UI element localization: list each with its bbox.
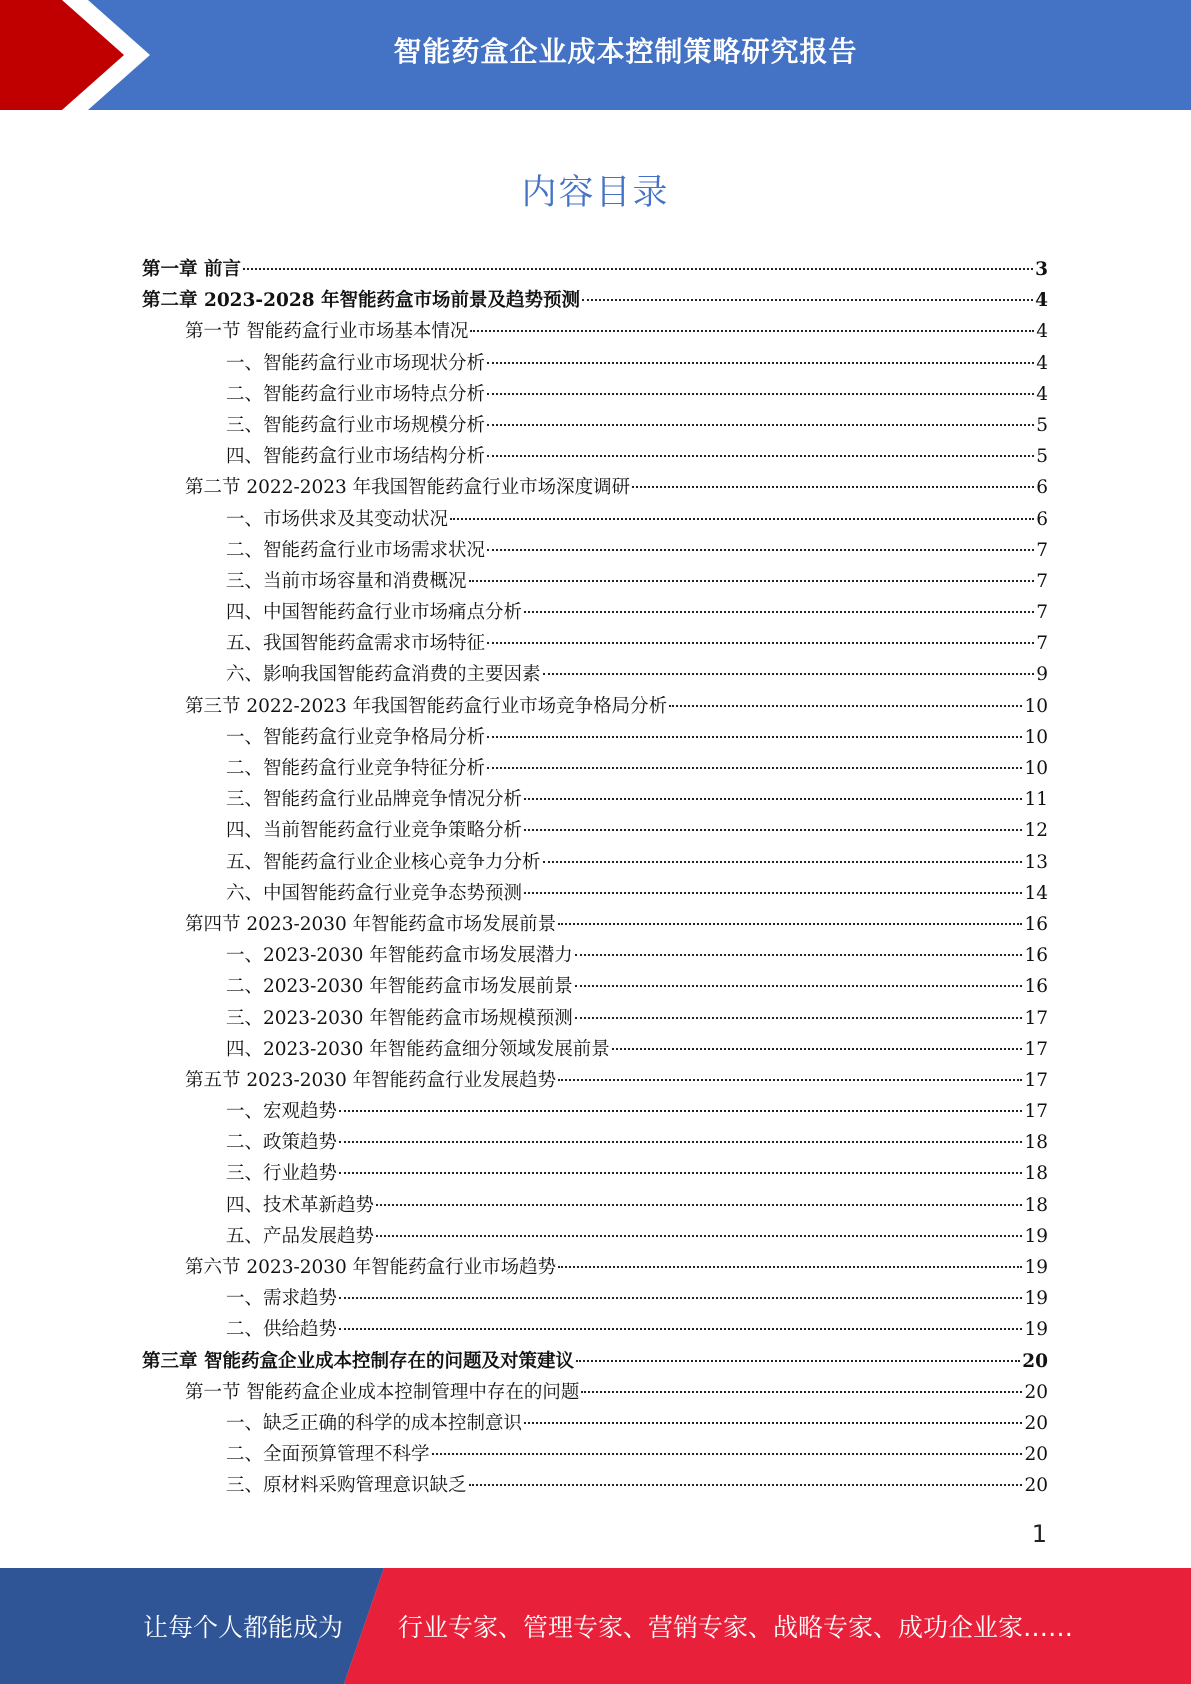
toc-entry[interactable] bbox=[142, 348, 1048, 379]
toc-heading: 内容目录 bbox=[521, 173, 670, 213]
toc-entry-label: 五、产品发展趋势 bbox=[226, 1225, 375, 1247]
toc-entry-label: 六、中国智能药盒行业竞争态势预测 bbox=[226, 882, 523, 904]
toc-entry-page: 18 bbox=[1024, 1163, 1048, 1185]
toc-entry-label: 一、需求趋势 bbox=[226, 1288, 338, 1310]
toc-entry[interactable] bbox=[142, 1127, 1048, 1158]
toc-dot-leader bbox=[487, 736, 1022, 738]
table-of-contents bbox=[142, 254, 1048, 1502]
toc-entry-page: 20 bbox=[1022, 1350, 1048, 1372]
toc-entry[interactable] bbox=[142, 1283, 1048, 1314]
toc-entry-label: 第一节 智能药盒企业成本控制管理中存在的问题 bbox=[185, 1381, 580, 1403]
toc-entry-label: 第三节 2022-2023 年我国智能药盒行业市场竞争格局分析 bbox=[185, 695, 668, 717]
toc-entry-label: 二、2023-2030 年智能药盒市场发展前景 bbox=[226, 976, 573, 998]
toc-entry[interactable] bbox=[142, 504, 1048, 535]
toc-entry-label: 四、2023-2030 年智能药盒细分领域发展前景 bbox=[226, 1038, 610, 1060]
toc-entry-page: 17 bbox=[1024, 1069, 1048, 1091]
toc-entry-page: 16 bbox=[1024, 913, 1048, 935]
toc-entry-label: 第一节 智能药盒行业市场基本情况 bbox=[185, 321, 469, 343]
toc-dot-leader bbox=[558, 1266, 1022, 1268]
toc-entry-label: 四、当前智能药盒行业竞争策略分析 bbox=[226, 820, 523, 842]
toc-entry[interactable] bbox=[142, 878, 1048, 909]
toc-entry-page: 10 bbox=[1024, 758, 1048, 779]
toc-entry[interactable] bbox=[142, 1470, 1048, 1501]
toc-entry-label: 二、供给趋势 bbox=[226, 1319, 338, 1341]
toc-dot-leader bbox=[432, 1453, 1023, 1455]
toc-dot-leader bbox=[487, 767, 1022, 769]
toc-entry-page: 20 bbox=[1024, 1475, 1048, 1497]
toc-dot-leader bbox=[581, 1391, 1022, 1393]
toc-entry[interactable] bbox=[142, 441, 1048, 472]
toc-dot-leader bbox=[339, 1141, 1022, 1143]
toc-entry-label: 二、智能药盒行业市场特点分析 bbox=[226, 383, 486, 405]
toc-entry[interactable] bbox=[142, 1034, 1048, 1065]
footer-slogan-left: 让每个人都能成为 bbox=[143, 1613, 344, 1642]
toc-entry[interactable] bbox=[142, 410, 1048, 441]
toc-entry-page: 9 bbox=[1036, 664, 1048, 686]
toc-entry-label: 第二节 2022-2023 年我国智能药盒行业市场深度调研 bbox=[185, 477, 631, 499]
toc-entry[interactable] bbox=[142, 285, 1048, 316]
toc-entry-page: 6 bbox=[1036, 477, 1048, 499]
toc-entry-page: 4 bbox=[1036, 321, 1048, 343]
toc-entry-label: 三、2023-2030 年智能药盒市场规模预测 bbox=[226, 1007, 573, 1029]
toc-dot-leader bbox=[632, 486, 1034, 488]
toc-entry[interactable] bbox=[142, 1158, 1048, 1189]
toc-entry-label: 第一章 前言 bbox=[142, 259, 241, 280]
toc-dot-leader bbox=[487, 642, 1034, 644]
toc-entry[interactable] bbox=[142, 254, 1048, 285]
toc-entry[interactable] bbox=[142, 535, 1048, 566]
toc-entry-label: 第六节 2023-2030 年智能药盒行业市场趋势 bbox=[185, 1257, 557, 1278]
toc-entry-page: 7 bbox=[1036, 570, 1048, 592]
toc-entry-page: 4 bbox=[1036, 383, 1048, 405]
toc-entry-page: 11 bbox=[1024, 789, 1048, 811]
toc-entry-page: 19 bbox=[1024, 1257, 1048, 1278]
toc-entry-label: 六、影响我国智能药盒消费的主要因素 bbox=[226, 664, 541, 686]
toc-entry-label: 三、行业趋势 bbox=[226, 1163, 338, 1185]
toc-entry[interactable] bbox=[142, 566, 1048, 597]
toc-entry-page: 4 bbox=[1035, 290, 1048, 312]
toc-entry-page: 20 bbox=[1024, 1412, 1048, 1434]
toc-entry[interactable] bbox=[142, 597, 1048, 628]
toc-entry-label: 第五节 2023-2030 年智能药盒行业发展趋势 bbox=[185, 1069, 557, 1091]
header-banner bbox=[0, 0, 1191, 110]
toc-entry-page: 12 bbox=[1024, 820, 1048, 842]
toc-entry-label: 一、2023-2030 年智能药盒市场发展潜力 bbox=[226, 945, 573, 967]
toc-dot-leader bbox=[469, 1484, 1023, 1486]
toc-entry-label: 四、智能药盒行业市场结构分析 bbox=[226, 446, 486, 468]
toc-entry[interactable] bbox=[142, 659, 1048, 690]
toc-entry-page: 13 bbox=[1024, 851, 1048, 873]
toc-dot-leader bbox=[524, 611, 1034, 613]
toc-entry-label: 三、当前市场容量和消费概况 bbox=[226, 570, 467, 592]
toc-dot-leader bbox=[582, 299, 1033, 301]
toc-entry-label: 二、智能药盒行业竞争特征分析 bbox=[226, 758, 486, 779]
toc-entry[interactable] bbox=[142, 316, 1048, 347]
toc-entry-page: 17 bbox=[1024, 1007, 1048, 1029]
toc-dot-leader bbox=[543, 673, 1035, 675]
toc-entry-page: 3 bbox=[1035, 259, 1048, 280]
toc-dot-leader bbox=[487, 424, 1034, 426]
toc-dot-leader bbox=[576, 1360, 1020, 1362]
toc-entry[interactable] bbox=[142, 1314, 1048, 1345]
toc-entry-page: 16 bbox=[1024, 945, 1048, 967]
toc-entry[interactable] bbox=[142, 1408, 1048, 1439]
toc-entry[interactable] bbox=[142, 940, 1048, 971]
toc-entry-page: 17 bbox=[1024, 1101, 1048, 1123]
toc-entry[interactable] bbox=[142, 379, 1048, 410]
toc-dot-leader bbox=[524, 798, 1022, 800]
toc-entry[interactable] bbox=[142, 1377, 1048, 1408]
toc-entry[interactable] bbox=[142, 1439, 1048, 1470]
toc-dot-leader bbox=[543, 861, 1023, 863]
toc-dot-leader bbox=[376, 1235, 1022, 1237]
toc-entry-page: 14 bbox=[1024, 882, 1048, 904]
toc-entry[interactable] bbox=[142, 971, 1048, 1002]
toc-dot-leader bbox=[469, 580, 1035, 582]
report-title: 智能药盒企业成本控制策略研究报告 bbox=[393, 35, 858, 68]
toc-entry-page: 19 bbox=[1024, 1288, 1048, 1310]
toc-dot-leader bbox=[487, 362, 1034, 364]
toc-entry[interactable] bbox=[142, 909, 1048, 940]
toc-dot-leader bbox=[524, 892, 1022, 894]
toc-dot-leader bbox=[575, 954, 1023, 956]
toc-entry-page: 7 bbox=[1036, 539, 1048, 561]
toc-entry-page: 20 bbox=[1024, 1381, 1048, 1403]
toc-entry-page: 4 bbox=[1036, 352, 1048, 374]
toc-entry[interactable] bbox=[142, 1096, 1048, 1127]
footer-banner bbox=[0, 1568, 1191, 1684]
toc-entry[interactable] bbox=[142, 472, 1048, 503]
toc-entry-page: 18 bbox=[1024, 1194, 1048, 1216]
toc-entry[interactable] bbox=[142, 1003, 1048, 1034]
toc-dot-leader bbox=[612, 1048, 1023, 1050]
toc-entry-label: 四、中国智能药盒行业市场痛点分析 bbox=[226, 602, 523, 624]
toc-dot-leader bbox=[376, 1204, 1022, 1206]
toc-entry-label: 一、市场供求及其变动状况 bbox=[226, 508, 449, 530]
footer-slogan-right: 行业专家、管理专家、营销专家、战略专家、成功企业家…… bbox=[398, 1613, 1074, 1642]
toc-entry[interactable] bbox=[142, 722, 1048, 753]
toc-dot-leader bbox=[450, 518, 1034, 520]
toc-dot-leader bbox=[575, 985, 1023, 987]
toc-entry-page: 19 bbox=[1024, 1319, 1048, 1341]
toc-entry-page: 16 bbox=[1024, 976, 1048, 998]
toc-entry-label: 第二章 2023-2028 年智能药盒市场前景及趋势预测 bbox=[142, 290, 581, 312]
toc-entry[interactable] bbox=[142, 1190, 1048, 1221]
toc-dot-leader bbox=[487, 455, 1034, 457]
toc-entry-page: 7 bbox=[1036, 602, 1048, 624]
toc-entry[interactable] bbox=[142, 1252, 1048, 1283]
toc-entry-label: 三、智能药盒行业品牌竞争情况分析 bbox=[226, 789, 523, 811]
toc-dot-leader bbox=[524, 1422, 1022, 1424]
toc-entry-page: 5 bbox=[1036, 414, 1048, 436]
toc-dot-leader bbox=[243, 268, 1033, 270]
toc-entry[interactable] bbox=[142, 815, 1048, 846]
toc-entry-label: 第三章 智能药盒企业成本控制存在的问题及对策建议 bbox=[142, 1350, 574, 1372]
toc-dot-leader bbox=[339, 1328, 1022, 1330]
toc-entry-label: 五、我国智能药盒需求市场特征 bbox=[226, 633, 486, 655]
toc-dot-leader bbox=[558, 923, 1022, 925]
toc-dot-leader bbox=[339, 1172, 1022, 1174]
page-number: 1 bbox=[1031, 1520, 1047, 1548]
toc-entry-page: 10 bbox=[1024, 726, 1048, 748]
toc-entry[interactable] bbox=[142, 1221, 1048, 1252]
toc-entry-label: 二、全面预算管理不科学 bbox=[226, 1444, 430, 1466]
toc-dot-leader bbox=[524, 829, 1022, 831]
toc-dot-leader bbox=[669, 705, 1022, 707]
toc-entry-label: 一、智能药盒行业竞争格局分析 bbox=[226, 726, 486, 748]
toc-dot-leader bbox=[470, 330, 1034, 332]
toc-entry-label: 一、缺乏正确的科学的成本控制意识 bbox=[226, 1412, 523, 1434]
toc-entry-label: 三、智能药盒行业市场规模分析 bbox=[226, 414, 486, 436]
toc-entry-page: 7 bbox=[1036, 633, 1048, 655]
toc-entry[interactable] bbox=[142, 691, 1048, 722]
toc-entry-label: 三、原材料采购管理意识缺乏 bbox=[226, 1475, 467, 1497]
toc-dot-leader bbox=[558, 1079, 1022, 1081]
toc-entry-label: 一、宏观趋势 bbox=[226, 1101, 338, 1123]
toc-entry[interactable] bbox=[142, 628, 1048, 659]
toc-dot-leader bbox=[487, 393, 1034, 395]
toc-entry-page: 10 bbox=[1024, 695, 1048, 717]
toc-dot-leader bbox=[339, 1297, 1022, 1299]
toc-dot-leader bbox=[339, 1110, 1022, 1112]
toc-entry-label: 第四节 2023-2030 年智能药盒市场发展前景 bbox=[185, 913, 557, 935]
toc-entry[interactable] bbox=[142, 753, 1048, 784]
toc-entry[interactable] bbox=[142, 784, 1048, 815]
toc-entry-label: 二、智能药盒行业市场需求状况 bbox=[226, 539, 486, 561]
toc-entry-page: 20 bbox=[1024, 1444, 1048, 1466]
toc-entry-page: 19 bbox=[1024, 1225, 1048, 1247]
toc-entry-page: 17 bbox=[1024, 1038, 1048, 1060]
toc-dot-leader bbox=[575, 1017, 1023, 1019]
toc-entry[interactable] bbox=[142, 1346, 1048, 1377]
toc-entry-label: 四、技术革新趋势 bbox=[226, 1194, 375, 1216]
toc-entry[interactable] bbox=[142, 847, 1048, 878]
toc-entry-page: 18 bbox=[1024, 1132, 1048, 1154]
toc-dot-leader bbox=[487, 549, 1034, 551]
toc-entry-label: 一、智能药盒行业市场现状分析 bbox=[226, 352, 486, 374]
toc-entry-page: 5 bbox=[1036, 446, 1048, 468]
toc-entry-page: 6 bbox=[1036, 508, 1048, 530]
toc-entry-label: 二、政策趋势 bbox=[226, 1132, 338, 1154]
toc-entry[interactable] bbox=[142, 1065, 1048, 1096]
toc-entry-label: 五、智能药盒行业企业核心竞争力分析 bbox=[226, 851, 541, 873]
